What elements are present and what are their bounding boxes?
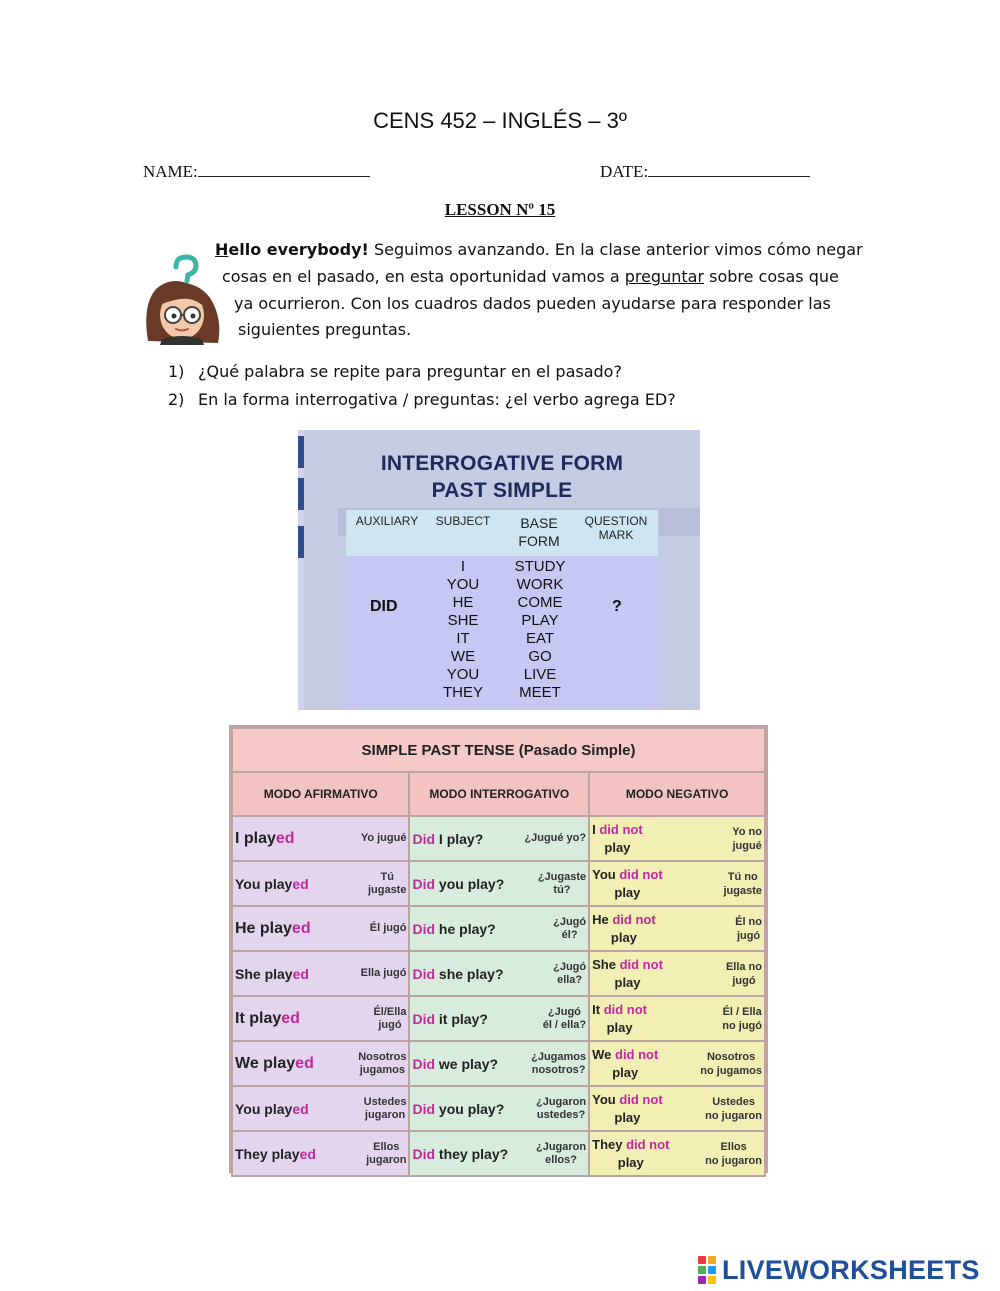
interrogative-english: Did you play?	[412, 1100, 505, 1117]
negative-content	[592, 1043, 762, 1084]
question-2-number: 2)	[168, 390, 185, 409]
table-row	[232, 1086, 765, 1131]
negative-cell	[589, 1041, 765, 1086]
date-field	[600, 162, 810, 182]
negative-english: It did not play	[592, 1001, 648, 1035]
interrogative-spanish: ¿Jugó ella?	[553, 960, 587, 986]
question-1-text: ¿Qué palabra se repite para preguntar en el pasado?	[198, 362, 622, 381]
subject-6: YOU	[446, 666, 480, 683]
header-negative: MODO NEGATIVO	[589, 772, 765, 816]
ed-suffix: ed	[295, 1054, 314, 1072]
name-field	[143, 162, 370, 182]
header-subject: SUBJECT	[435, 514, 491, 528]
interrogative-spanish: ¿Jugó él?	[553, 915, 587, 941]
ed-suffix: ed	[281, 1009, 300, 1027]
ed-suffix: ed	[292, 1100, 309, 1117]
did-not-words: did not	[615, 956, 663, 972]
negative-english: She did not play	[592, 956, 663, 990]
negative-cell	[589, 996, 765, 1041]
interrogative-content	[412, 998, 586, 1039]
subjects-column	[432, 558, 494, 702]
interrogative-spanish: ¿Jugamos nosotros?	[531, 1050, 587, 1076]
negative-content	[592, 908, 762, 949]
negative-cell	[589, 861, 765, 906]
subject-3: SHE	[447, 612, 479, 629]
chart-body	[346, 556, 658, 710]
ed-suffix: ed	[292, 965, 309, 982]
base-form-4: EAT	[525, 630, 555, 647]
base-forms-column	[504, 558, 576, 702]
table-row	[232, 906, 765, 951]
interrogative-cell	[409, 1041, 589, 1086]
interrogative-content	[412, 1088, 586, 1129]
interrogative-english: Did they play?	[412, 1145, 509, 1162]
logo-text: LIVEWORKSHEETS	[722, 1254, 980, 1285]
interrogative-english: Did I play?	[412, 830, 484, 847]
teacher-avatar-icon	[140, 253, 226, 345]
did-not-words: did not	[600, 1001, 648, 1017]
negative-english: You did not play	[592, 1091, 663, 1125]
negative-cell	[589, 906, 765, 951]
affirmative-cell	[232, 1131, 409, 1176]
header-interrogative: MODO INTERROGATIVO	[409, 772, 589, 816]
subject-7: THEY	[442, 684, 483, 701]
affirmative-spanish: Tú jugaste	[367, 870, 407, 896]
lesson-heading: LESSON Nº 15	[444, 200, 556, 219]
affirmative-cell	[232, 1086, 409, 1131]
liveworksheets-icon	[698, 1256, 716, 1284]
affirmative-spanish: Él jugó	[369, 922, 407, 934]
affirmative-spanish: Él/Ella jugó	[373, 1005, 407, 1031]
subject-5: WE	[450, 648, 476, 665]
affirmative-cell	[232, 951, 409, 996]
interrogative-spanish: ¿Jugaron ustedes?	[536, 1095, 587, 1121]
table-row	[232, 951, 765, 996]
simple-past-grid	[231, 727, 766, 1177]
negative-spanish: Ellos no jugaron	[705, 1140, 762, 1167]
negative-spanish: Ella no jugó	[725, 960, 762, 987]
table-row	[232, 816, 765, 861]
interrogative-spanish: ¿Jugaron ellos?	[536, 1140, 587, 1166]
interrogative-english: Did you play?	[412, 875, 505, 892]
negative-cell	[589, 1131, 765, 1176]
auxiliary-did: DID	[370, 598, 398, 615]
did-word: Did	[412, 1145, 436, 1162]
table-row	[232, 861, 765, 906]
liveworksheets-logo	[698, 1255, 980, 1285]
simple-past-tense-table	[229, 725, 768, 1173]
did-word: Did	[412, 1010, 436, 1027]
interrogative-cell	[409, 1086, 589, 1131]
interrogative-english: Did he play?	[412, 920, 496, 937]
affirmative-english: I played	[235, 829, 295, 847]
negative-spanish: Nosotros no jugamos	[700, 1050, 762, 1077]
negative-english: I did not play	[592, 821, 643, 855]
header-auxiliary: AUXILIARY	[355, 514, 419, 528]
subject-4: IT	[456, 630, 470, 647]
affirmative-spanish: Ustedes jugaron	[363, 1095, 407, 1121]
interrogative-english: Did we play?	[412, 1055, 499, 1072]
ed-suffix: ed	[299, 1145, 316, 1162]
affirmative-content	[235, 863, 406, 904]
ed-suffix: ed	[275, 829, 295, 847]
header-base-form: BASE FORM	[518, 515, 560, 549]
did-word: Did	[412, 1100, 436, 1117]
base-form-7: MEET	[519, 684, 561, 701]
interrogative-spanish: ¿Jugó él / ella?	[542, 1005, 587, 1031]
base-form-3: PLAY	[521, 612, 559, 629]
subject-1: YOU	[446, 576, 480, 593]
date-label: DATE:	[600, 162, 649, 181]
did-not-words: did not	[622, 1136, 670, 1152]
affirmative-content	[235, 818, 406, 859]
question-2	[168, 390, 676, 409]
did-word: Did	[412, 920, 436, 937]
affirmative-content	[235, 1043, 406, 1084]
name-blank-line	[198, 163, 370, 177]
interrogative-content	[412, 953, 586, 994]
affirmative-english: He played	[235, 919, 311, 937]
sidebar-tab	[298, 526, 304, 558]
question-1-number: 1)	[168, 362, 185, 381]
name-label: NAME:	[143, 162, 198, 181]
interrogative-english: Did it play?	[412, 1010, 488, 1027]
affirmative-content	[235, 1133, 406, 1174]
affirmative-content	[235, 908, 406, 949]
did-not-words: did not	[615, 866, 663, 882]
ed-suffix: ed	[292, 875, 309, 892]
negative-content	[592, 1133, 762, 1174]
interrogative-content	[412, 818, 586, 859]
date-blank-line	[648, 163, 810, 177]
interrogative-cell	[409, 951, 589, 996]
negative-content	[592, 1088, 762, 1129]
negative-english: You did not play	[592, 866, 663, 900]
base-form-0: STUDY	[514, 558, 566, 575]
interrogative-cell	[409, 861, 589, 906]
affirmative-cell	[232, 996, 409, 1041]
negative-content	[592, 953, 762, 994]
table-title: SIMPLE PAST TENSE (Pasado Simple)	[232, 728, 765, 772]
interrogative-english: Did she play?	[412, 965, 504, 982]
affirmative-spanish: Yo jugué	[360, 832, 407, 844]
interrogative-cell	[409, 816, 589, 861]
question-mark-symbol: ?	[612, 598, 622, 615]
interrogative-cell	[409, 996, 589, 1041]
did-word: Did	[412, 875, 436, 892]
subject-0: I	[460, 558, 466, 575]
intro-greeting-initial: H	[215, 240, 229, 259]
affirmative-english: You played	[235, 875, 309, 892]
affirmative-english: She played	[235, 965, 309, 982]
interrogative-content	[412, 908, 586, 949]
negative-cell	[589, 816, 765, 861]
chart-title-line-1: INTERROGATIVE FORM	[380, 452, 624, 475]
negative-spanish: Tú no jugaste	[723, 870, 762, 897]
did-not-words: did not	[595, 821, 643, 837]
intro-line-2-pre: cosas en el pasado, en esta oportunidad vamos a	[222, 267, 625, 286]
affirmative-cell	[232, 906, 409, 951]
did-word: Did	[412, 965, 436, 982]
base-form-1: WORK	[516, 576, 564, 593]
interrogative-spanish: ¿Jugaste tú?	[537, 870, 587, 896]
negative-spanish: Él / Ella no jugó	[722, 1005, 762, 1032]
base-form-6: LIVE	[523, 666, 557, 683]
affirmative-spanish: Ella jugó	[360, 967, 407, 979]
interrogative-cell	[409, 906, 589, 951]
did-not-words: did not	[615, 1091, 663, 1107]
negative-english: He did not play	[592, 911, 656, 945]
table-row	[232, 996, 765, 1041]
did-not-words: did not	[608, 911, 656, 927]
affirmative-english: They played	[235, 1145, 316, 1162]
affirmative-spanish: Ellos jugaron	[366, 1140, 407, 1166]
question-1	[168, 362, 622, 381]
intro-line-3: ya ocurrieron. Con los cuadros dados pueden ayudarse para responder las	[234, 294, 831, 313]
intro-line-2	[222, 267, 839, 286]
negative-spanish: Él no jugó	[735, 915, 762, 942]
page-title: CENS 452 – INGLÉS – 3º	[373, 108, 627, 133]
negative-content	[592, 998, 762, 1039]
base-form-5: GO	[528, 648, 552, 665]
ed-suffix: ed	[291, 919, 311, 937]
affirmative-spanish: Nosotros jugamos	[358, 1050, 407, 1076]
negative-english: We did not play	[592, 1046, 659, 1080]
negative-spanish: Yo no jugué	[732, 825, 762, 852]
chart-title-line-2: PAST SIMPLE	[431, 479, 573, 502]
negative-content	[592, 863, 762, 904]
interrogative-content	[412, 863, 586, 904]
intro-greeting: ello everybody!	[228, 240, 369, 259]
did-not-words: did not	[611, 1046, 659, 1062]
did-word: Did	[412, 830, 436, 847]
intro-line-1	[215, 240, 863, 259]
affirmative-content	[235, 1088, 406, 1129]
affirmative-english: You played	[235, 1100, 309, 1117]
affirmative-content	[235, 998, 406, 1039]
interrogative-form-chart	[298, 430, 700, 710]
table-row	[232, 1041, 765, 1086]
intro-line-4: siguientes preguntas.	[238, 320, 412, 339]
negative-english: They did not play	[592, 1136, 670, 1170]
affirmative-english: We played	[235, 1054, 314, 1072]
header-question-mark: QUESTION MARK	[584, 514, 648, 542]
affirmative-content	[235, 953, 406, 994]
negative-spanish: Ustedes no jugaron	[705, 1095, 762, 1122]
negative-cell	[589, 951, 765, 996]
negative-content	[592, 818, 762, 859]
affirmative-english: It played	[235, 1009, 300, 1027]
intro-line-1-rest: Seguimos avanzando. En la clase anterior vimos cómo negar	[368, 240, 863, 259]
base-form-2: COME	[517, 594, 563, 611]
table-row	[232, 1131, 765, 1176]
subject-2: HE	[452, 594, 474, 611]
affirmative-cell	[232, 816, 409, 861]
question-2-text: En la forma interrogativa / preguntas: ¿el verbo agrega ED?	[198, 390, 676, 409]
interrogative-content	[412, 1133, 586, 1174]
negative-cell	[589, 1086, 765, 1131]
affirmative-cell	[232, 1041, 409, 1086]
interrogative-spanish: ¿Jugué yo?	[524, 832, 587, 844]
header-affirmative: MODO AFIRMATIVO	[232, 772, 409, 816]
intro-line-2-post: sobre cosas que	[704, 267, 839, 286]
interrogative-cell	[409, 1131, 589, 1176]
did-word: Did	[412, 1055, 436, 1072]
intro-underlined-word: preguntar	[624, 267, 705, 286]
interrogative-content	[412, 1043, 586, 1084]
affirmative-cell	[232, 861, 409, 906]
